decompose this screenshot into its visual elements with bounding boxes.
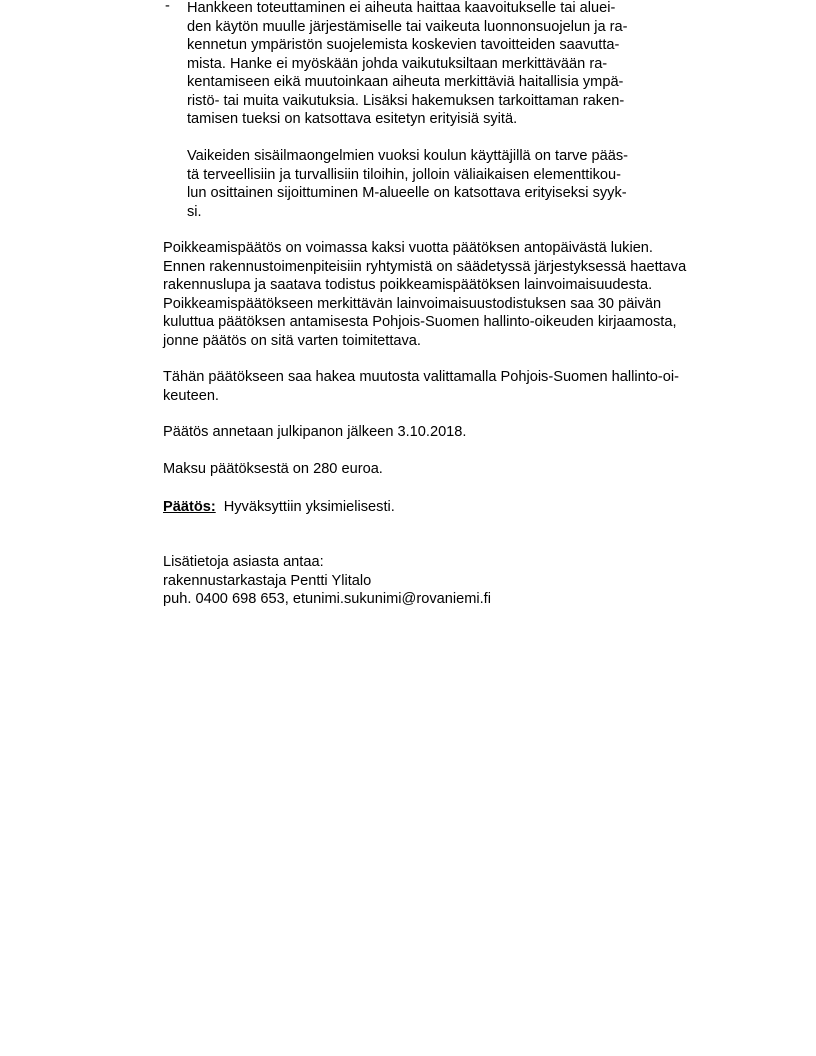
text-line: rakennustarkastaja Pentti Ylitalo — [163, 572, 372, 589]
text-line: keuteen. — [163, 387, 219, 404]
appeal-paragraph — [163, 368, 679, 405]
text-line: kentamiseen eikä muutoinkaan aiheuta merkittäviä haitallisia ympä- — [187, 74, 624, 90]
fee-paragraph — [163, 460, 383, 479]
text-line: kennetun ympäristön suojelemista koskevien tavoitteiden saavutta- — [187, 37, 620, 53]
contact-info — [163, 553, 491, 609]
text-line: Lisätietoja asiasta antaa: — [163, 554, 324, 570]
text-line: Hankkeen toteuttaminen ei aiheuta haittaa kaavoitukselle tai aluei- — [187, 0, 616, 16]
bullet-paragraph-1 — [187, 0, 628, 127]
text-line: kuluttua päätöksen antamisesta Pohjois-Suomen hallinto-oikeuden kirjaamosta, — [163, 314, 677, 330]
text-line: ristö- tai muita vaikutuksia. Lisäksi hakemuksen tarkoittaman raken- — [187, 92, 625, 109]
text-line: tä terveellisiin ja turvallisiin tiloihin, jolloin väliaikaisen elementtikou- — [187, 166, 621, 183]
text-line: puh. 0400 698 653, etunimi.sukunimi@rovaniemi.fi — [163, 591, 491, 607]
text-line: rakennuslupa ja saatava todistus poikkeamispäätöksen lainvoimaisuudesta. — [163, 277, 653, 293]
bullet-paragraph-2 — [187, 147, 629, 220]
issued-paragraph — [163, 423, 466, 442]
text-line: lun osittainen sijoittuminen M-alueelle on katsottava erityiseksi syyk- — [187, 185, 627, 201]
text-line: Päätös annetaan julkipanon jälkeen 3.10.2018. — [163, 424, 467, 440]
text-line: Vaikeiden sisäilmaongelmien vuoksi koulun käyttäjillä on tarve pääs- — [187, 148, 629, 164]
text-line: mista. Hanke ei myöskään johda vaikutuksiltaan merkittävään ra- — [187, 55, 608, 72]
text-line: Poikkeamispäätös on voimassa kaksi vuotta päätöksen antopäivästä lukien. — [163, 240, 653, 256]
validity-paragraph — [163, 239, 686, 350]
decision-paragraph — [163, 498, 395, 517]
decision-text: Hyväksyttiin yksimielisesti. — [223, 499, 395, 515]
text-line: Poikkeamispäätökseen merkittävän lainvoimaisuustodistuksen saa 30 päivän — [163, 295, 662, 312]
text-line: Ennen rakennustoimenpiteisiin ryhtymistä on säädetyssä järjestyksessä haettava — [163, 258, 687, 275]
bullet-marker: - — [165, 0, 170, 14]
text-line: tamisen tueksi on katsottava esitetyn erityisiä syitä. — [187, 111, 518, 127]
text-line: si. — [187, 203, 202, 220]
text-line: Tähän päätökseen saa hakea muutosta valittamalla Pohjois-Suomen hallinto-oi- — [163, 369, 679, 385]
text-line: jonne päätös on sitä varten toimitettava. — [163, 332, 421, 349]
decision-label: Päätös: — [163, 499, 216, 515]
text-line: Maksu päätöksestä on 280 euroa. — [163, 461, 383, 477]
text-line: den käytön muulle järjestämiselle tai vaikeuta luonnonsuojelun ja ra- — [187, 18, 628, 35]
